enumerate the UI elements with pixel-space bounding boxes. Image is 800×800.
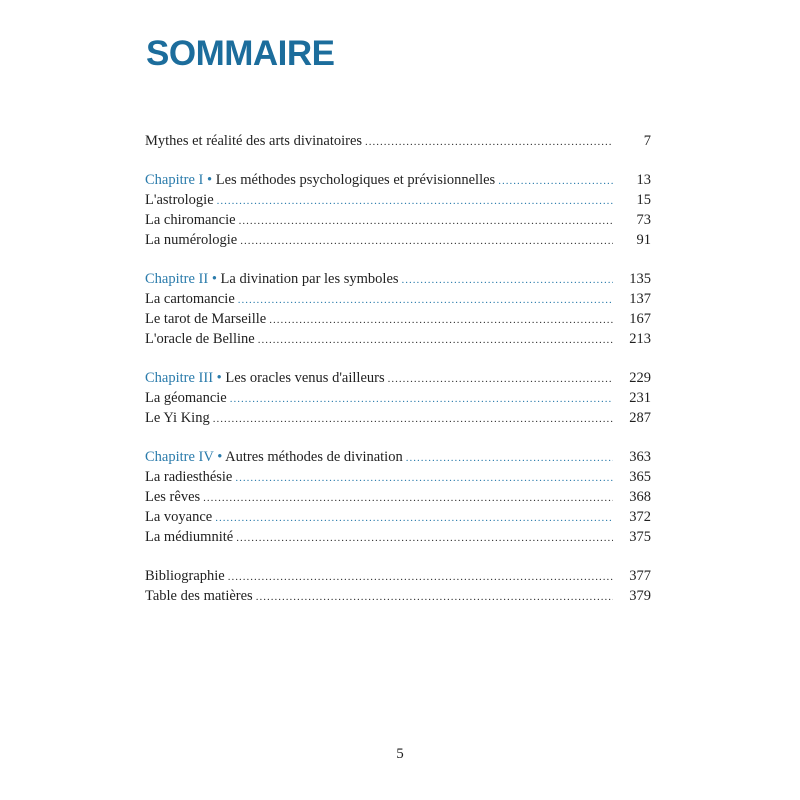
toc-entry-title [145, 230, 237, 250]
toc-page-number: 231 [629, 390, 651, 406]
toc-entry-label: Table des matières [145, 588, 253, 604]
toc-entry-label: Le tarot de Marseille [145, 311, 267, 327]
toc-entry[interactable] [145, 131, 651, 151]
bullet-separator: • [213, 449, 226, 465]
toc-entry[interactable] [145, 289, 651, 309]
toc-entry-label: L'oracle de Belline [145, 331, 255, 347]
toc-section [145, 269, 651, 349]
toc-entry-label: La divination par les symboles [220, 271, 399, 287]
toc-entry-title [145, 467, 232, 487]
toc-entry-title [145, 527, 233, 547]
toc-entry[interactable] [145, 467, 651, 487]
toc-entry-title [145, 269, 399, 289]
toc-page-number: 135 [629, 271, 651, 287]
toc-entry-title [145, 447, 403, 467]
toc-entry[interactable] [145, 527, 651, 547]
page-number: 5 [396, 746, 404, 762]
toc-page-number: 213 [629, 331, 651, 347]
toc-page-number: 137 [629, 291, 651, 307]
toc-page-number: 372 [629, 509, 651, 525]
toc-entry-title [145, 190, 214, 210]
toc-section [145, 368, 651, 428]
toc-page-number: 379 [629, 588, 651, 604]
toc-entry-title [145, 487, 200, 507]
page-title: SOMMAIRE [146, 34, 335, 73]
chapter-number: Chapitre IV [145, 449, 214, 465]
toc-entry[interactable] [145, 408, 651, 428]
dot-leader [388, 369, 613, 389]
toc-entry-label: Mythes et réalité des arts divinatoires [145, 133, 363, 149]
toc-page-number: 7 [643, 133, 651, 149]
toc-entry[interactable] [145, 230, 651, 250]
toc-page-number: 287 [629, 410, 651, 426]
toc-page-number: 363 [629, 449, 651, 465]
bullet-separator: • [208, 271, 221, 287]
dot-leader [402, 270, 613, 290]
chapter-number: Chapitre II [145, 271, 209, 287]
toc-entry-title [145, 586, 253, 606]
toc-section [145, 131, 651, 151]
toc-chapter-entry[interactable] [145, 269, 651, 289]
toc-entry-label: La géomancie [145, 390, 227, 406]
toc-page-number: 167 [629, 311, 651, 327]
dot-leader [215, 508, 613, 528]
toc-entry-title [145, 289, 235, 309]
toc-entry[interactable] [145, 329, 651, 349]
toc-section [145, 170, 651, 250]
dot-leader [239, 211, 613, 231]
toc-chapter-entry[interactable] [145, 447, 651, 467]
dot-leader [498, 171, 613, 191]
toc-entry[interactable] [145, 586, 651, 606]
toc-entry-title [145, 131, 362, 151]
toc-page-number: 365 [629, 469, 651, 485]
bullet-separator: • [213, 370, 226, 386]
chapter-number: Chapitre III [145, 370, 214, 386]
toc-page-number: 73 [636, 212, 651, 228]
dot-leader [258, 330, 613, 350]
toc-entry-label: La voyance [145, 509, 213, 525]
dot-leader [213, 409, 613, 429]
toc-page-number: 368 [629, 489, 651, 505]
toc-entry-title [145, 408, 210, 428]
toc-entry-label: Les rêves [145, 489, 201, 505]
toc-entry-label: Autres méthodes de divination [225, 449, 403, 465]
dot-leader [217, 191, 613, 211]
dot-leader [203, 488, 613, 508]
dot-leader [235, 468, 613, 488]
table-of-contents [145, 131, 651, 625]
toc-entry[interactable] [145, 309, 651, 329]
toc-entry-title [145, 368, 385, 388]
toc-entry-label: Bibliographie [145, 568, 225, 584]
toc-entry-title [145, 507, 212, 527]
bullet-separator: • [203, 172, 216, 188]
toc-entry-label: La radiesthésie [145, 469, 233, 485]
toc-page-number: 91 [636, 232, 651, 248]
chapter-number: Chapitre I [145, 172, 204, 188]
toc-entry-title [145, 388, 227, 408]
toc-entry-label: La numérologie [145, 232, 238, 248]
toc-entry-title [145, 566, 225, 586]
toc-entry-title [145, 309, 266, 329]
toc-entry-label: La médiumnité [145, 529, 234, 545]
toc-entry-label: La cartomancie [145, 291, 235, 307]
toc-chapter-entry[interactable] [145, 170, 651, 190]
dot-leader [238, 290, 613, 310]
toc-entry[interactable] [145, 190, 651, 210]
toc-entry[interactable] [145, 566, 651, 586]
toc-page-number: 377 [629, 568, 651, 584]
toc-section [145, 566, 651, 606]
toc-entry-title [145, 329, 255, 349]
toc-page-number: 229 [629, 370, 651, 386]
toc-entry-label: Le Yi King [145, 410, 210, 426]
toc-entry-label: Les méthodes psychologiques et prévisionnelles [215, 172, 496, 188]
dot-leader [240, 231, 613, 251]
toc-section [145, 447, 651, 547]
dot-leader [365, 132, 613, 152]
dot-leader [256, 587, 613, 607]
toc-entry[interactable] [145, 388, 651, 408]
dot-leader [228, 567, 613, 587]
toc-page-number: 15 [636, 192, 651, 208]
toc-entry-label: Les oracles venus d'ailleurs [225, 370, 385, 386]
toc-entry[interactable] [145, 210, 651, 230]
toc-chapter-entry[interactable] [145, 368, 651, 388]
toc-entry-title [145, 210, 236, 230]
dot-leader [236, 528, 613, 548]
toc-entry[interactable] [145, 507, 651, 527]
toc-page-number: 375 [629, 529, 651, 545]
dot-leader [269, 310, 613, 330]
toc-entry[interactable] [145, 487, 651, 507]
toc-entry-title [145, 170, 495, 190]
dot-leader [406, 448, 613, 468]
dot-leader [230, 389, 613, 409]
toc-page-number: 13 [636, 172, 651, 188]
toc-entry-label: L'astrologie [145, 192, 214, 208]
toc-entry-label: La chiromancie [145, 212, 236, 228]
